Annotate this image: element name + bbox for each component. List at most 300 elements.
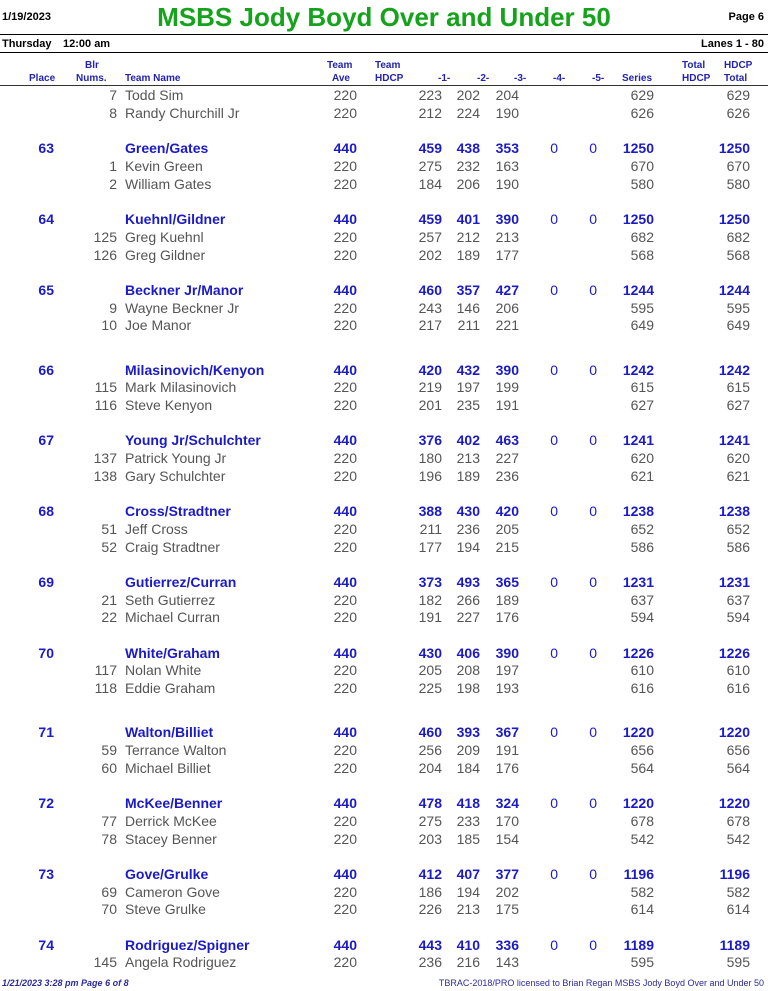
cell-g1: 184 xyxy=(418,176,442,192)
cell-total: 594 xyxy=(726,609,750,625)
cell-total: 626 xyxy=(726,105,750,121)
bowler-row xyxy=(0,520,768,538)
cell-g1: 478 xyxy=(418,795,442,811)
col-team-ave-2: Ave xyxy=(332,73,350,84)
cell-ave: 220 xyxy=(333,450,357,466)
cell-g2: 212 xyxy=(456,229,480,245)
cell-num: 117 xyxy=(94,662,117,678)
cell-series: 615 xyxy=(630,379,654,395)
cell-g3: 390 xyxy=(495,645,519,661)
cell-name: Green/Gates xyxy=(125,140,209,156)
cell-g3: 205 xyxy=(495,521,519,537)
cell-g3: 227 xyxy=(495,450,519,466)
cell-g1: 257 xyxy=(418,229,442,245)
team-row xyxy=(0,361,768,379)
bowler-row xyxy=(0,396,768,414)
bowler-row xyxy=(0,679,768,697)
cell-num: 78 xyxy=(101,831,117,847)
cell-g2: 206 xyxy=(456,176,480,192)
cell-g3: 143 xyxy=(495,954,519,970)
cell-series: 1189 xyxy=(623,937,654,953)
team-row xyxy=(0,573,768,591)
cell-g3: 353 xyxy=(495,140,519,156)
col-place: Place xyxy=(29,73,56,84)
cell-ave: 220 xyxy=(333,742,357,758)
cell-name: Eddie Graham xyxy=(125,680,216,696)
cell-g1: 177 xyxy=(418,539,442,555)
cell-name: Seth Gutierrez xyxy=(125,592,216,608)
cell-g2: 197 xyxy=(456,379,480,395)
cell-g3: 190 xyxy=(495,176,519,192)
cell-ave: 440 xyxy=(333,432,357,448)
cell-series: 678 xyxy=(630,813,654,829)
cell-place: 74 xyxy=(38,937,54,953)
cell-ave: 220 xyxy=(333,662,357,678)
cell-g3: 365 xyxy=(495,574,519,590)
lanes-range: Lanes 1 - 80 xyxy=(701,38,764,50)
cell-g3: 190 xyxy=(495,105,519,121)
cell-name: Cross/Stradtner xyxy=(125,503,231,519)
cell-name: Michael Billiet xyxy=(125,760,211,776)
cell-g4: 0 xyxy=(550,724,558,740)
cell-g3: 199 xyxy=(495,379,519,395)
cell-num: 116 xyxy=(94,397,117,413)
col-game2: -2- xyxy=(477,73,490,84)
cell-num: 60 xyxy=(101,760,117,776)
cell-g1: 203 xyxy=(418,831,442,847)
bowler-row xyxy=(0,104,768,122)
cell-ave: 220 xyxy=(333,247,357,263)
cell-name: Mark Milasinovich xyxy=(125,379,237,395)
cell-g3: 336 xyxy=(495,937,519,953)
cell-g2: 430 xyxy=(456,503,480,519)
cell-g2: 236 xyxy=(456,521,480,537)
cell-g2: 233 xyxy=(456,813,480,829)
cell-g1: 243 xyxy=(418,300,442,316)
footer-timestamp: 1/21/2023 3:28 pm Page 6 of 8 xyxy=(2,978,129,988)
cell-g1: 180 xyxy=(418,450,442,466)
cell-g1: 275 xyxy=(418,158,442,174)
cell-g1: 460 xyxy=(418,282,442,298)
cell-name: Stacey Benner xyxy=(125,831,217,847)
cell-g2: 194 xyxy=(456,539,480,555)
cell-g3: 177 xyxy=(495,247,519,263)
cell-g1: 182 xyxy=(418,592,442,608)
session-time: 12:00 am xyxy=(63,38,111,50)
cell-g2: 432 xyxy=(456,362,480,378)
cell-place: 73 xyxy=(38,866,54,882)
cell-name: Terrance Walton xyxy=(125,742,227,758)
bowler-row xyxy=(0,741,768,759)
cell-g3: 175 xyxy=(495,901,519,917)
cell-ave: 220 xyxy=(333,300,357,316)
cell-g1: 443 xyxy=(418,937,442,953)
cell-series: 1250 xyxy=(622,140,654,156)
col-total-hdcp-1: Total xyxy=(682,60,706,71)
cell-name: Angela Rodriguez xyxy=(125,954,237,970)
cell-place: 71 xyxy=(38,724,54,740)
cell-series: 1196 xyxy=(623,866,654,882)
cell-g2: 410 xyxy=(456,937,480,953)
cell-num: 137 xyxy=(93,450,117,466)
cell-num: 118 xyxy=(94,680,117,696)
cell-name: Michael Curran xyxy=(125,609,220,625)
header-rule-top xyxy=(0,34,768,35)
cell-total: 568 xyxy=(726,247,750,263)
cell-total: 1238 xyxy=(718,503,750,519)
col-game3: -3- xyxy=(514,73,527,84)
col-hdcp-total-2: Total xyxy=(724,73,748,84)
cell-g1: 191 xyxy=(418,609,442,625)
cell-total: 629 xyxy=(726,87,750,103)
cell-series: 1220 xyxy=(622,724,654,740)
cell-g3: 191 xyxy=(495,397,519,413)
bowler-row xyxy=(0,883,768,901)
cell-g3: 377 xyxy=(495,866,519,882)
cell-num: 77 xyxy=(101,813,117,829)
bowler-row xyxy=(0,953,768,971)
cell-g5: 0 xyxy=(589,432,597,448)
cell-num: 125 xyxy=(93,229,117,245)
cell-name: Milasinovich/Kenyon xyxy=(125,362,265,378)
cell-series: 1244 xyxy=(622,282,654,298)
cell-total: 580 xyxy=(726,176,750,192)
cell-ave: 440 xyxy=(333,140,357,156)
cell-ave: 440 xyxy=(333,503,357,519)
col-game4: -4- xyxy=(553,73,566,84)
cell-g2: 209 xyxy=(456,742,480,758)
cell-g1: 219 xyxy=(418,379,442,395)
bowler-row xyxy=(0,591,768,609)
cell-total: 595 xyxy=(726,300,750,316)
cell-ave: 220 xyxy=(333,521,357,537)
cell-g2: 357 xyxy=(456,282,480,298)
cell-total: 1189 xyxy=(719,937,750,953)
cell-g3: 193 xyxy=(495,680,519,696)
cell-g3: 213 xyxy=(495,229,519,245)
cell-total: 610 xyxy=(726,662,750,678)
cell-series: 595 xyxy=(630,300,654,316)
cell-name: Randy Churchill Jr xyxy=(125,105,240,121)
bowler-row xyxy=(0,157,768,175)
team-row xyxy=(0,723,768,741)
cell-series: 616 xyxy=(630,680,654,696)
cell-total: 1231 xyxy=(718,574,750,590)
cell-num: 22 xyxy=(101,609,117,625)
cell-total: 1244 xyxy=(718,282,750,298)
cell-total: 621 xyxy=(726,468,750,484)
cell-name: Steve Kenyon xyxy=(125,397,213,413)
cell-ave: 440 xyxy=(333,937,357,953)
cell-g2: 202 xyxy=(456,87,480,103)
cell-g2: 194 xyxy=(456,884,480,900)
cell-g2: 266 xyxy=(456,592,480,608)
cell-g2: 146 xyxy=(456,300,480,316)
cell-g1: 373 xyxy=(418,574,442,590)
bowler-row xyxy=(0,661,768,679)
cell-g2: 438 xyxy=(456,140,480,156)
cell-g4: 0 xyxy=(550,140,558,156)
cell-g5: 0 xyxy=(589,503,597,519)
cell-g5: 0 xyxy=(589,866,597,882)
cell-ave: 220 xyxy=(333,901,357,917)
cell-series: 1226 xyxy=(622,645,654,661)
cell-name: Kuehnl/Gildner xyxy=(125,211,226,227)
cell-name: Kevin Green xyxy=(125,158,203,174)
bowler-row xyxy=(0,175,768,193)
cell-series: 629 xyxy=(630,87,654,103)
cell-total: 615 xyxy=(726,379,750,395)
cell-ave: 220 xyxy=(333,680,357,696)
bowler-row xyxy=(0,830,768,848)
cell-g4: 0 xyxy=(550,645,558,661)
cell-place: 65 xyxy=(38,282,54,298)
cell-g3: 206 xyxy=(495,300,519,316)
cell-g4: 0 xyxy=(550,937,558,953)
cell-g2: 235 xyxy=(456,397,480,413)
cell-g2: 402 xyxy=(456,432,480,448)
cell-g1: 236 xyxy=(418,954,442,970)
cell-total: 542 xyxy=(726,831,750,847)
cell-series: 1250 xyxy=(622,211,654,227)
cell-ave: 220 xyxy=(333,176,357,192)
cell-g2: 493 xyxy=(456,574,480,590)
cell-g1: 212 xyxy=(418,105,442,121)
cell-ave: 220 xyxy=(333,884,357,900)
cell-name: Gove/Grulke xyxy=(125,866,209,882)
cell-g1: 412 xyxy=(418,866,442,882)
cell-g2: 185 xyxy=(456,831,480,847)
cell-g1: 275 xyxy=(418,813,442,829)
cell-total: 586 xyxy=(726,539,750,555)
cell-g1: 196 xyxy=(418,468,442,484)
cell-ave: 440 xyxy=(333,362,357,378)
cell-series: 621 xyxy=(630,468,654,484)
cell-ave: 220 xyxy=(333,592,357,608)
cell-total: 627 xyxy=(726,397,750,413)
cell-place: 70 xyxy=(38,645,54,661)
cell-total: 1220 xyxy=(718,724,750,740)
cell-g2: 216 xyxy=(456,954,480,970)
cell-g2: 232 xyxy=(456,158,480,174)
cell-g3: 236 xyxy=(495,468,519,484)
cell-series: 626 xyxy=(630,105,654,121)
cell-total: 620 xyxy=(726,450,750,466)
cell-total: 682 xyxy=(726,229,750,245)
cell-total: 656 xyxy=(726,742,750,758)
cell-num: 59 xyxy=(101,742,117,758)
cell-g5: 0 xyxy=(589,140,597,156)
cell-total: 678 xyxy=(726,813,750,829)
col-series: Series xyxy=(622,73,653,84)
cell-total: 637 xyxy=(726,592,750,608)
bowler-row xyxy=(0,316,768,334)
cell-g1: 256 xyxy=(418,742,442,758)
cell-num: 8 xyxy=(109,105,117,121)
cell-name: William Gates xyxy=(125,176,212,192)
cell-total: 1242 xyxy=(718,362,750,378)
team-row xyxy=(0,281,768,299)
cell-num: 115 xyxy=(94,379,117,395)
cell-place: 66 xyxy=(38,362,54,378)
bowler-row xyxy=(0,812,768,830)
cell-series: 627 xyxy=(630,397,654,413)
cell-g5: 0 xyxy=(589,282,597,298)
cell-g3: 154 xyxy=(495,831,519,847)
cell-num: 51 xyxy=(101,521,117,537)
cell-num: 52 xyxy=(101,539,117,555)
cell-g3: 427 xyxy=(495,282,519,298)
cell-name: Rodriguez/Spigner xyxy=(125,937,250,953)
cell-g2: 213 xyxy=(456,901,480,917)
cell-g4: 0 xyxy=(550,503,558,519)
cell-g1: 460 xyxy=(418,724,442,740)
cell-g3: 390 xyxy=(495,211,519,227)
cell-name: Derrick McKee xyxy=(125,813,217,829)
bowler-row xyxy=(0,299,768,317)
col-team-hdcp-1: Team xyxy=(375,60,401,71)
col-total-hdcp-2: HDCP xyxy=(682,73,711,84)
team-row xyxy=(0,502,768,520)
cell-g1: 217 xyxy=(418,317,442,333)
bowler-row xyxy=(0,467,768,485)
cell-place: 68 xyxy=(38,503,54,519)
cell-g2: 406 xyxy=(456,645,480,661)
cell-total: 564 xyxy=(726,760,750,776)
cell-g3: 390 xyxy=(495,362,519,378)
col-team-ave-1: Team xyxy=(327,60,353,71)
cell-name: Joe Manor xyxy=(125,317,192,333)
cell-g3: 367 xyxy=(495,724,519,740)
cell-series: 564 xyxy=(630,760,654,776)
cell-g2: 213 xyxy=(456,450,480,466)
cell-total: 582 xyxy=(726,884,750,900)
cell-series: 656 xyxy=(630,742,654,758)
cell-ave: 440 xyxy=(333,724,357,740)
cell-series: 652 xyxy=(630,521,654,537)
cell-name: Cameron Gove xyxy=(125,884,220,900)
cell-total: 1226 xyxy=(718,645,750,661)
cell-g1: 204 xyxy=(418,760,442,776)
cell-ave: 220 xyxy=(333,87,357,103)
cell-num: 21 xyxy=(101,592,117,608)
cell-ave: 220 xyxy=(333,229,357,245)
col-team-hdcp-2: HDCP xyxy=(375,73,404,84)
cell-g5: 0 xyxy=(589,574,597,590)
cell-g3: 204 xyxy=(495,87,519,103)
team-row xyxy=(0,431,768,449)
cell-place: 69 xyxy=(38,574,54,590)
cell-g3: 191 xyxy=(495,742,519,758)
cell-ave: 440 xyxy=(333,795,357,811)
bowler-row xyxy=(0,449,768,467)
cell-g1: 430 xyxy=(418,645,442,661)
cell-total: 1220 xyxy=(718,795,750,811)
cell-name: Greg Kuehnl xyxy=(125,229,204,245)
cell-g1: 226 xyxy=(418,901,442,917)
cell-g3: 176 xyxy=(495,760,519,776)
cell-g3: 176 xyxy=(495,609,519,625)
cell-place: 72 xyxy=(38,795,54,811)
col-game1: -1- xyxy=(438,73,451,84)
cell-g2: 418 xyxy=(456,795,480,811)
cell-ave: 220 xyxy=(333,609,357,625)
cell-series: 1238 xyxy=(622,503,654,519)
bowler-row xyxy=(0,900,768,918)
cell-name: Beckner Jr/Manor xyxy=(125,282,244,298)
bowler-row xyxy=(0,378,768,396)
cell-g1: 223 xyxy=(418,87,442,103)
cell-g1: 205 xyxy=(418,662,442,678)
cell-g3: 215 xyxy=(495,539,519,555)
cell-num: 70 xyxy=(101,901,117,917)
cell-g1: 376 xyxy=(418,432,442,448)
cell-g1: 202 xyxy=(418,247,442,263)
col-blr: Blr xyxy=(85,60,99,71)
bowler-row xyxy=(0,608,768,626)
session-day: Thursday xyxy=(2,38,52,50)
cell-g3: 197 xyxy=(495,662,519,678)
cell-total: 614 xyxy=(726,901,750,917)
cell-total: 1196 xyxy=(719,866,750,882)
col-hdcp-total-1: HDCP xyxy=(724,60,753,71)
cell-ave: 220 xyxy=(333,379,357,395)
cell-series: 1241 xyxy=(622,432,654,448)
cell-series: 682 xyxy=(630,229,654,245)
cell-ave: 440 xyxy=(333,866,357,882)
cell-series: 542 xyxy=(630,831,654,847)
col-team-name: Team Name xyxy=(125,73,181,84)
cell-ave: 220 xyxy=(333,468,357,484)
cell-g5: 0 xyxy=(589,937,597,953)
cell-name: Todd Sim xyxy=(125,87,184,103)
cell-name: Young Jr/Schulchter xyxy=(125,432,261,448)
cell-series: 595 xyxy=(630,954,654,970)
cell-g1: 225 xyxy=(418,680,442,696)
cell-g5: 0 xyxy=(589,362,597,378)
cell-g4: 0 xyxy=(550,432,558,448)
cell-total: 1241 xyxy=(718,432,750,448)
cell-g1: 201 xyxy=(418,397,442,413)
cell-g4: 0 xyxy=(550,866,558,882)
cell-place: 63 xyxy=(38,140,54,156)
cell-total: 1250 xyxy=(718,140,750,156)
cell-name: Craig Stradtner xyxy=(125,539,220,555)
cell-g2: 198 xyxy=(456,680,480,696)
cell-name: Gary Schulchter xyxy=(125,468,226,484)
cell-ave: 220 xyxy=(333,539,357,555)
cell-total: 652 xyxy=(726,521,750,537)
cell-name: White/Graham xyxy=(125,645,220,661)
cell-series: 586 xyxy=(630,539,654,555)
cell-series: 580 xyxy=(630,176,654,192)
cell-num: 7 xyxy=(109,87,117,103)
cell-name: McKee/Benner xyxy=(125,795,223,811)
cell-g2: 227 xyxy=(456,609,480,625)
cell-name: Jeff Cross xyxy=(125,521,188,537)
cell-name: Gutierrez/Curran xyxy=(125,574,237,590)
cell-num: 9 xyxy=(109,300,117,316)
cell-g2: 189 xyxy=(456,247,480,263)
cell-place: 67 xyxy=(38,432,54,448)
cell-g3: 189 xyxy=(495,592,519,608)
col-game5: -5- xyxy=(592,73,605,84)
cell-series: 637 xyxy=(630,592,654,608)
cell-g1: 459 xyxy=(418,140,442,156)
page-number: Page 6 xyxy=(728,11,764,23)
cell-total: 595 xyxy=(726,954,750,970)
cell-g3: 170 xyxy=(495,813,519,829)
